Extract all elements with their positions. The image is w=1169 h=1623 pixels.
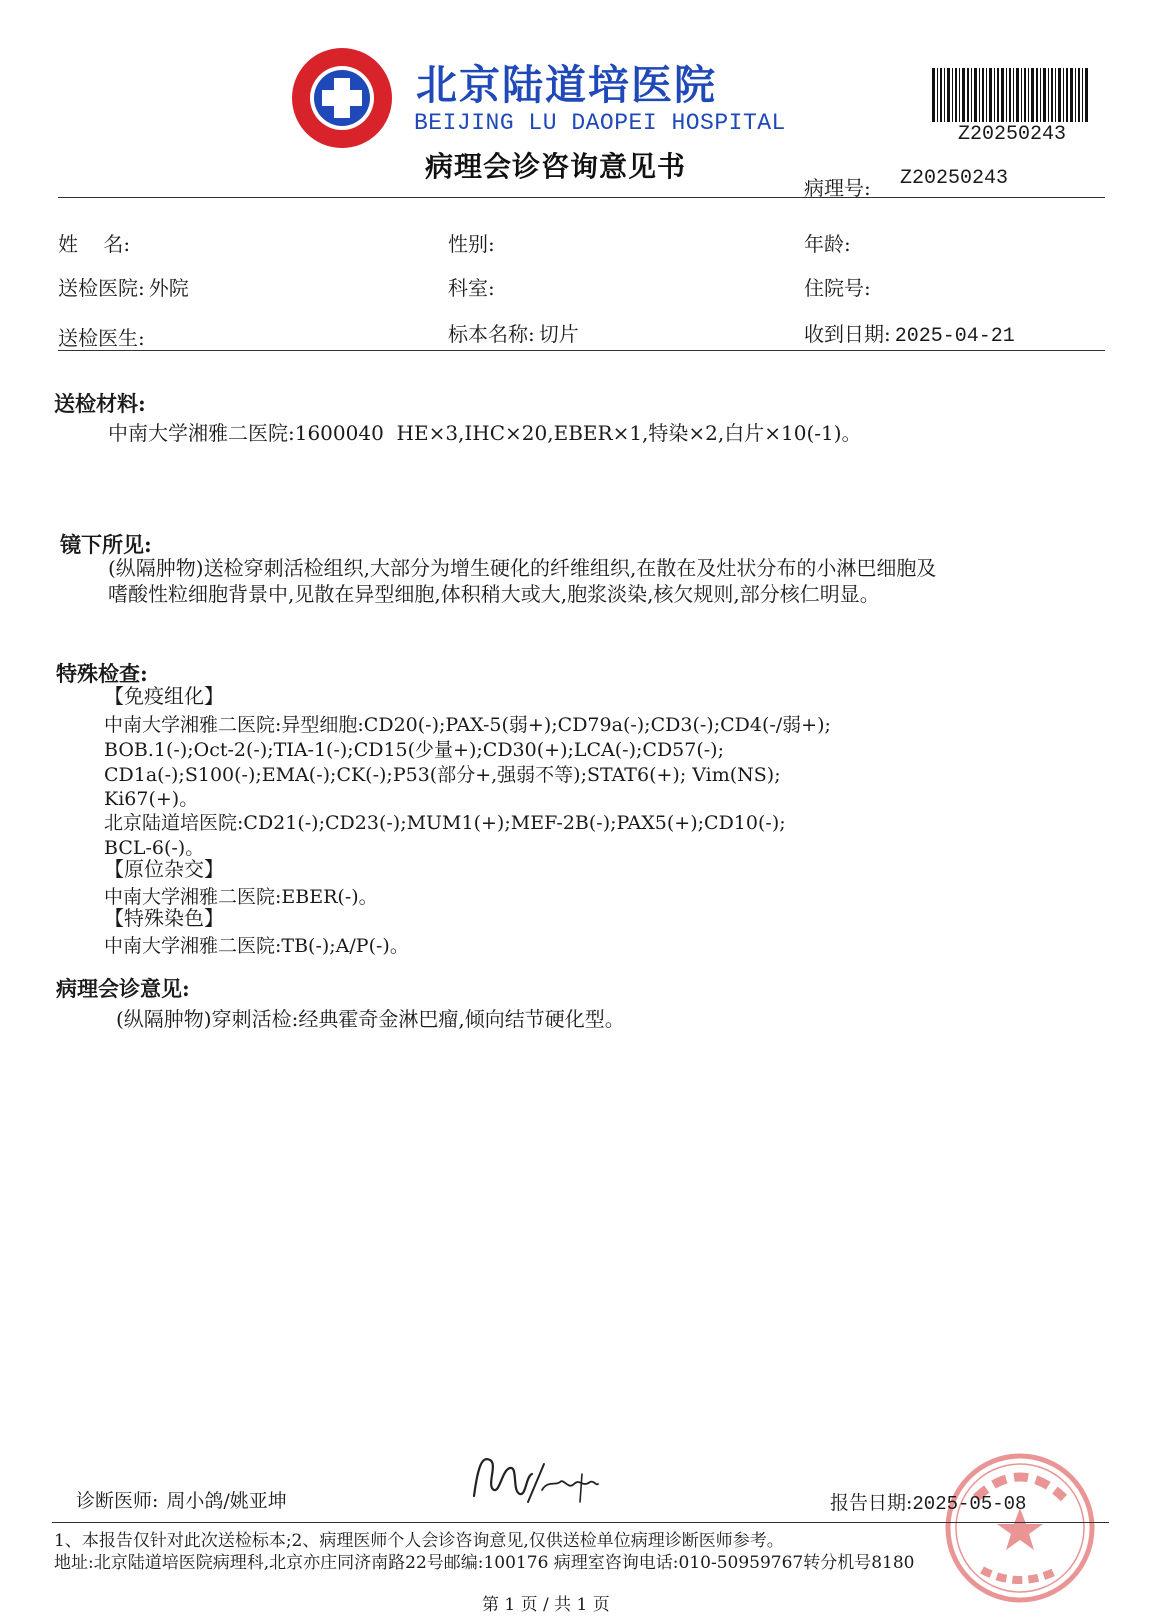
doctor-signature [468, 1446, 602, 1508]
opinion-heading: 病理会诊意见: [56, 976, 190, 1001]
patient-sex-field [448, 228, 499, 257]
ihc-line-6: BCL-6(-)。 [104, 837, 205, 859]
opinion-text: (纵隔肿物)穿刺活检:经典霍奇金淋巴瘤,倾向结节硬化型。 [116, 1007, 625, 1031]
patient-name-label: 姓 名: [58, 232, 131, 256]
materials-heading: 送检材料: [54, 391, 146, 416]
ihc-line-1: 中南大学湘雅二医院:异型细胞:CD20(-);PAX-5(弱+);CD79a(-);CD3(-);CD4(-/弱+); [104, 714, 831, 736]
admission-no-field [804, 272, 875, 301]
header-divider [58, 197, 1105, 198]
sending-hospital-field [58, 272, 189, 301]
document-title: 病理会诊咨询意见书 [425, 150, 687, 183]
sending-doctor-field [58, 322, 149, 351]
footer-address: 地址:北京陆道培医院病理科,北京亦庄同济南路22号邮编:100176 病理室咨询电话:010-50959767转分机号8180 [54, 1553, 915, 1573]
specimen-label: 标本名称: [448, 322, 535, 346]
specimen-value: 切片 [538, 322, 579, 346]
diagnosing-doctor-value: 周小鸽/姚亚坤 [166, 1490, 287, 1512]
admission-no-label: 住院号: [804, 276, 871, 300]
stain-line: 中南大学湘雅二医院:TB(-);A/P(-)。 [104, 935, 409, 957]
page-number: 第 1 页 / 共 1 页 [482, 1595, 610, 1615]
department-field [448, 272, 499, 301]
ihc-line-2: BOB.1(-);Oct-2(-);TIA-1(-);CD15(少量+);CD30(+);LCA(-);CD57(-); [104, 739, 724, 761]
report-date-label: 报告日期: [830, 1492, 913, 1514]
barcode-number: Z20250243 [958, 123, 1067, 146]
pathology-no-label: 病理号: [804, 176, 871, 200]
ihc-line-3: CD1a(-);S100(-);EMA(-);CK(-);P53(部分+,强弱不等);STAT6(+); Vim(NS); [104, 764, 781, 786]
received-date-label: 收到日期: [804, 322, 891, 346]
department-label: 科室: [448, 276, 495, 300]
special-tests-heading: 特殊检查: [56, 661, 148, 686]
patient-name-field [58, 228, 134, 257]
report-date-value: 2025-05-08 [912, 1493, 1027, 1515]
specimen-field [448, 318, 579, 347]
ish-line: 中南大学湘雅二医院:EBER(-)。 [104, 886, 378, 908]
microscopy-line-2: 嗜酸性粒细胞背景中,见散在异型细胞,体积稍大或大,胞浆淡染,核欠规则,部分核仁明显。 [108, 582, 880, 606]
microscopy-heading: 镜下所见: [60, 532, 152, 557]
hospital-logo [290, 46, 394, 150]
ish-heading: 【原位杂交】 [104, 857, 224, 881]
received-date-value: 2025-04-21 [894, 325, 1015, 348]
microscopy-line-1: (纵隔肿物)送检穿刺活检组织,大部分为增生硬化的纤维组织,在散在及灶状分布的小淋巴细胞及 [108, 556, 937, 580]
ihc-line-5: 北京陆道培医院:CD21(-);CD23(-);MUM1(+);MEF-2B(-);PAX5(+);CD10(-); [104, 812, 786, 834]
sending-hospital-label: 送检医院: [58, 276, 145, 300]
ihc-heading: 【免疫组化】 [104, 684, 224, 708]
received-date-field [804, 318, 1015, 348]
stain-heading: 【特殊染色】 [104, 906, 224, 930]
info-divider [58, 350, 1105, 351]
patient-sex-label: 性别: [448, 232, 495, 256]
hospital-name-en: BEIJING LU DAOPEI HOSPITAL [414, 110, 786, 136]
sending-doctor-label: 送检医生: [58, 326, 145, 350]
hospital-seal [942, 1450, 1098, 1606]
ihc-line-4: Ki67(+)。 [104, 788, 199, 810]
footer-note: 1、本报告仅针对此次送检标本;2、病理医师个人会诊咨询意见,仅供送检单位病理诊断医师参考。 [54, 1531, 784, 1551]
diagnosing-doctor-label: 诊断医师: [76, 1490, 159, 1512]
footer-divider [52, 1522, 1109, 1523]
diagnosing-doctor-field [76, 1486, 287, 1513]
hospital-name-cn: 北京陆道培医院 [416, 61, 717, 109]
barcode-icon [932, 68, 1090, 122]
patient-age-field [804, 228, 855, 257]
sending-hospital-value: 外院 [148, 276, 189, 300]
materials-text: 中南大学湘雅二医院:1600040 HE×3,IHC×20,EBER×1,特染×2,白片×10(-1)。 [108, 421, 862, 445]
pathology-no-value: Z20250243 [900, 167, 1009, 190]
patient-age-label: 年龄: [804, 232, 851, 256]
report-date-field [830, 1488, 1026, 1515]
